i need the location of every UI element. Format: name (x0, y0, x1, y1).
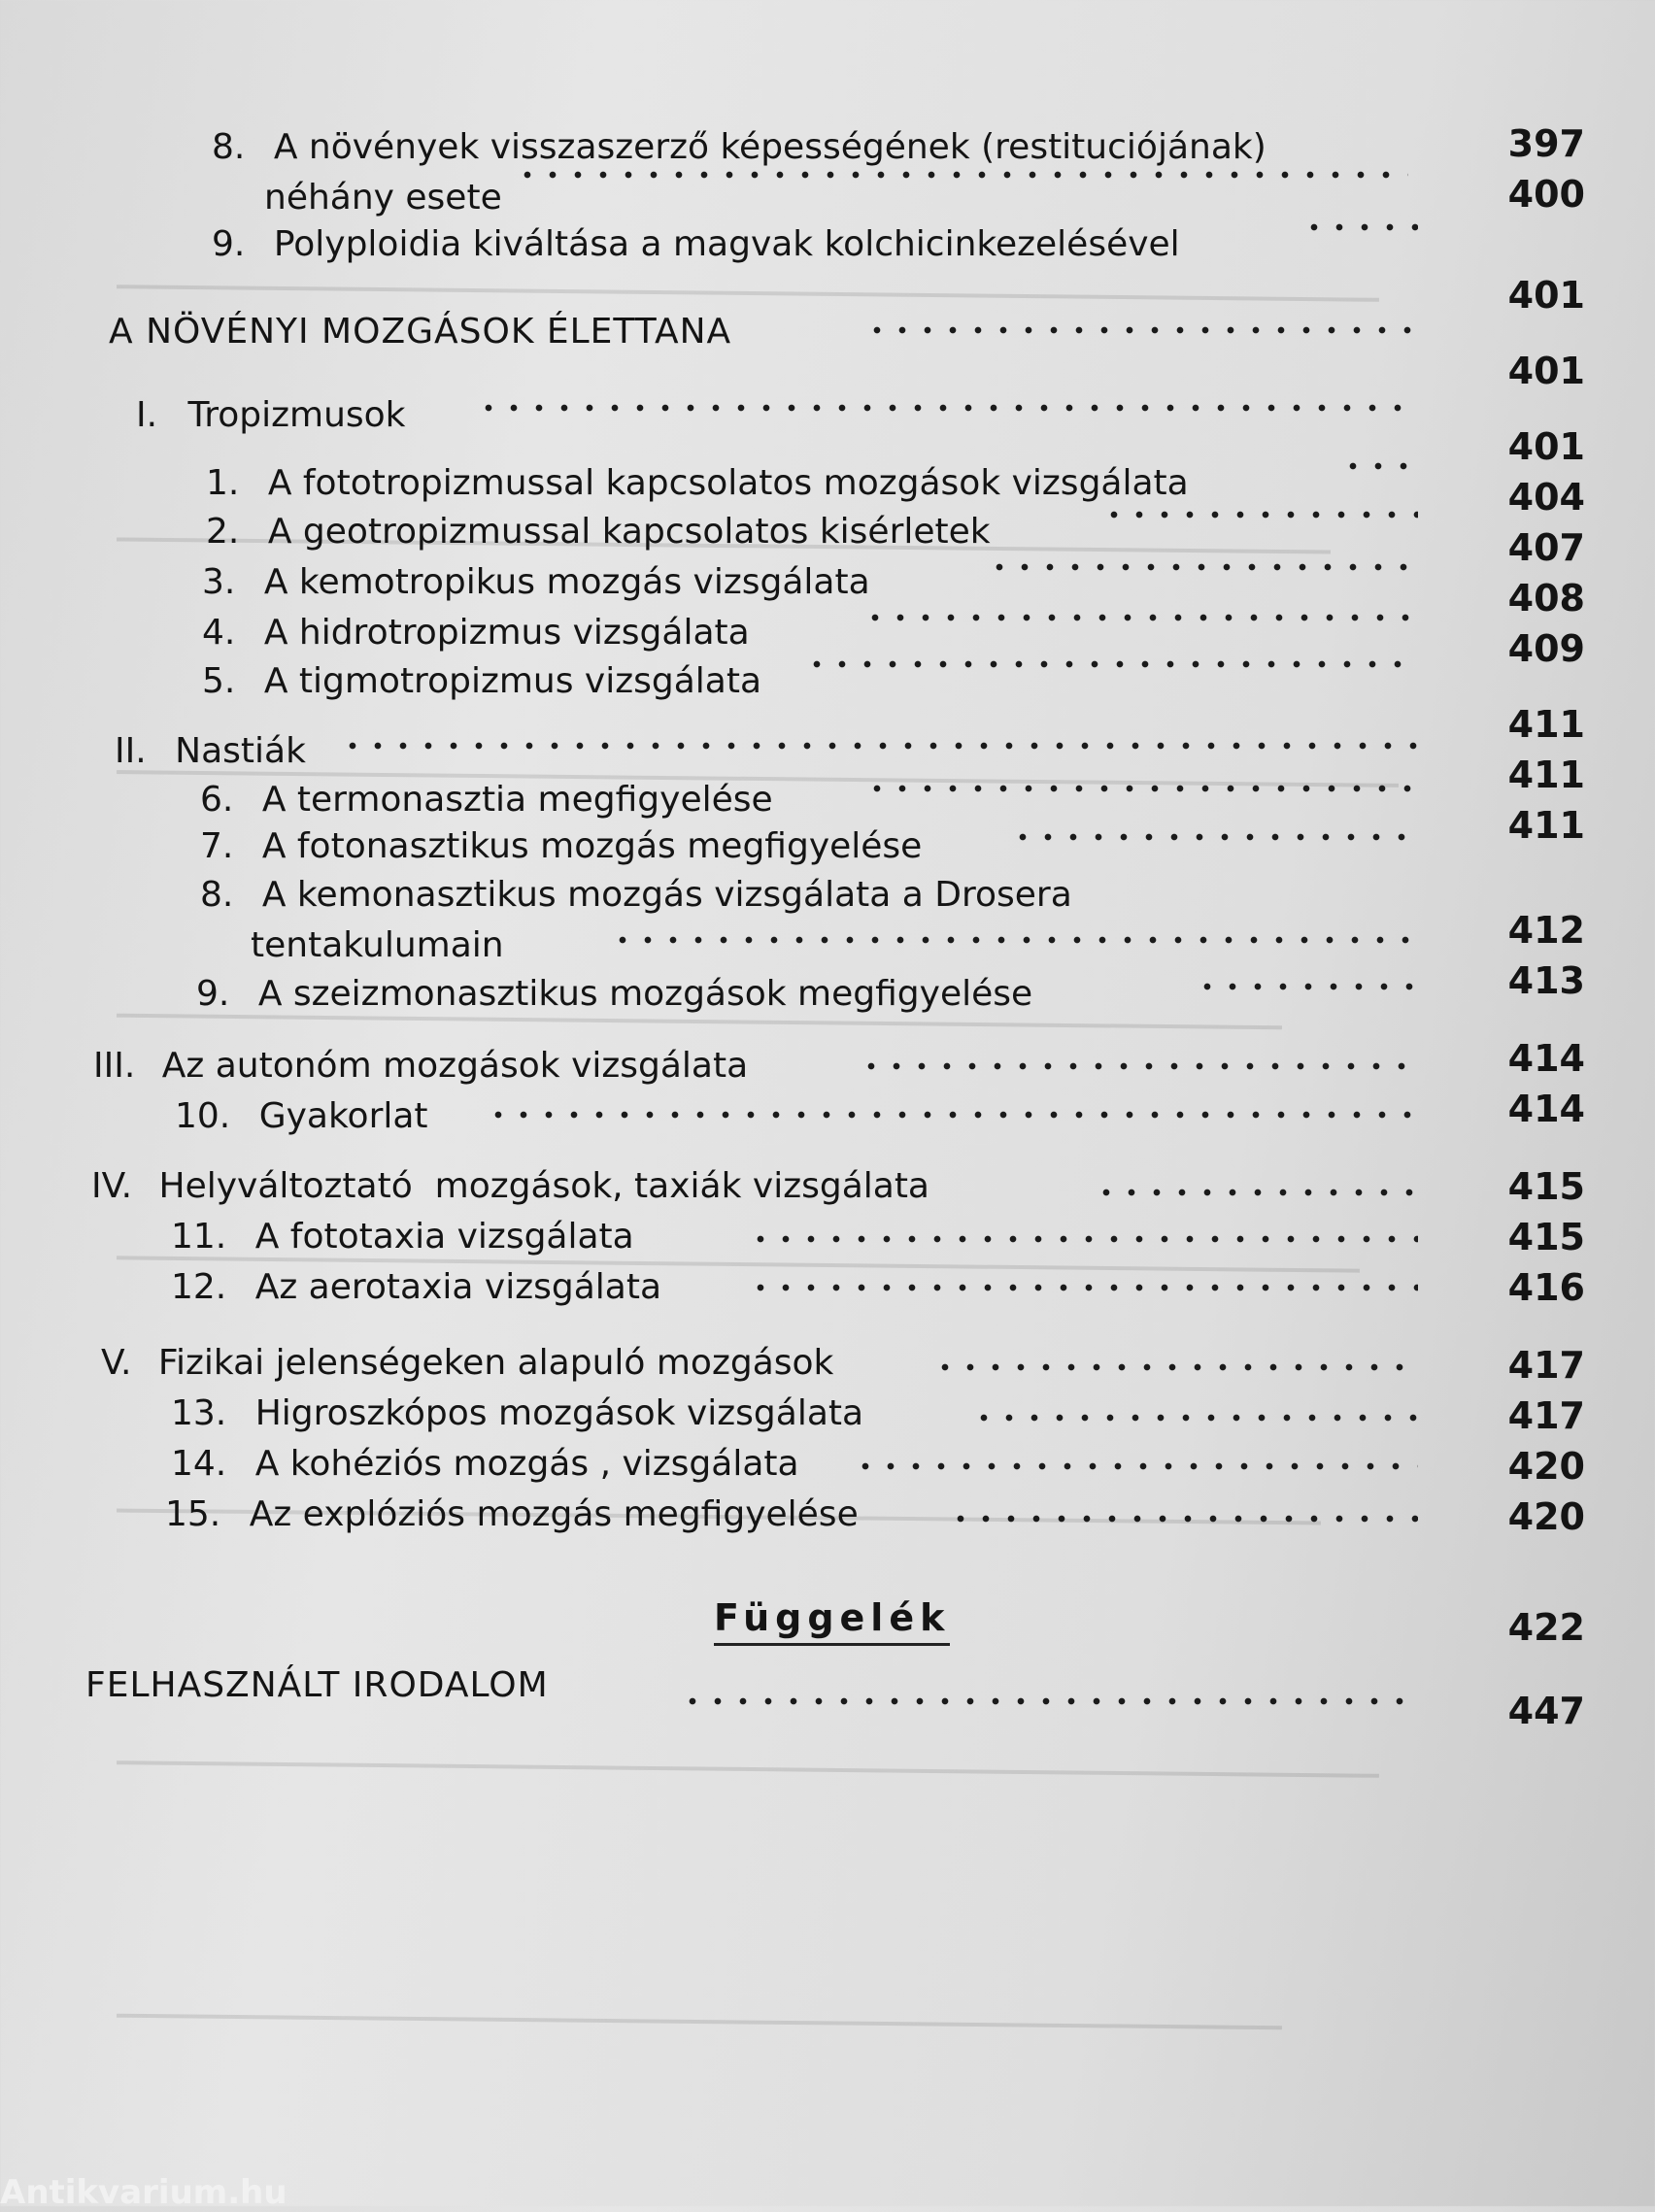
dot-leader (1101, 509, 1418, 520)
entry-page: 415 (1507, 1165, 1585, 1208)
entry-page: 415 (1507, 1216, 1585, 1258)
dot-leader (1094, 1187, 1418, 1198)
literature-heading: FELHASZNÁLT IRODALOM (85, 1665, 549, 1705)
toc-entry-12: 12. Az aerotaxia vizsgálata (171, 1267, 662, 1307)
section-title: Tropizmusok (187, 395, 406, 435)
chapter-heading: A NÖVÉNYI MOZGÁSOK ÉLETTANA (109, 312, 732, 352)
dot-leader (340, 740, 1418, 752)
entry-page: 420 (1507, 1445, 1585, 1488)
dot-leader (515, 169, 1408, 181)
entry-page: 447 (1507, 1690, 1585, 1732)
dot-leader (1340, 460, 1418, 472)
toc-entry-9b: 9. A szeizmonasztikus mozgások megfigyelése (196, 974, 1033, 1014)
entry-page: 409 (1507, 627, 1585, 670)
entry-page: 413 (1507, 959, 1585, 1002)
dot-leader (864, 783, 1418, 794)
toc-entry-8 (212, 124, 1267, 171)
entry-page: 422 (1507, 1606, 1585, 1649)
dot-leader (862, 612, 1418, 623)
dot-leader (1195, 981, 1418, 992)
toc-entry-6: 6. A termonasztia megfigyelése (200, 780, 773, 820)
entry-number: 9. (212, 224, 246, 264)
section-heading-v: V. Fizikai jelenségeken alapuló mozgások (101, 1343, 834, 1383)
entry-page: 411 (1507, 754, 1585, 796)
toc-entry-10: 10. Gyakorlat (175, 1096, 428, 1136)
section-heading-iv: IV. Helyváltoztató mozgások, taxiák vizsgálata (91, 1166, 929, 1206)
toc-entry-14: 14. A kohéziós mozgás , vizsgálata (171, 1444, 799, 1484)
toc-entry-8b-continued: tentakulumain (251, 925, 504, 965)
dot-leader (859, 1060, 1418, 1072)
dot-leader (853, 1460, 1418, 1472)
entry-page: 411 (1507, 804, 1585, 847)
entry-page: 401 (1507, 274, 1585, 317)
entry-page: 408 (1507, 577, 1585, 620)
toc-entry-2: 2. A geotropizmussal kapcsolatos kisérletek (206, 512, 991, 552)
entry-page: 414 (1507, 1037, 1585, 1080)
dot-leader (1301, 221, 1418, 233)
entry-page: 420 (1507, 1495, 1585, 1538)
entry-page: 416 (1507, 1266, 1585, 1309)
section-heading-ii: II. Nastiák (115, 731, 306, 771)
entry-title: A növények visszaszerző képességének (restituciójának) (273, 127, 1267, 167)
watermark-text: Antikvarium.hu (0, 2173, 287, 2212)
section-number: I. (136, 395, 158, 435)
toc-entry-8-continued (264, 175, 502, 221)
entry-page: 411 (1507, 703, 1585, 746)
dot-leader (864, 324, 1418, 336)
toc-entry-9 (212, 221, 1180, 268)
section-heading-iii: III. Az autonóm mozgások vizsgálata (93, 1046, 749, 1086)
dot-leader (476, 402, 1418, 414)
dot-leader (1010, 831, 1418, 843)
section-heading-i (136, 392, 406, 439)
dot-leader (987, 561, 1418, 573)
entry-page: 404 (1507, 476, 1585, 519)
dot-leader (932, 1361, 1418, 1373)
entry-page: 400 (1507, 173, 1585, 216)
entry-title-continued: néhány esete (264, 178, 502, 218)
entry-page: 412 (1507, 909, 1585, 952)
dot-leader (486, 1109, 1418, 1121)
toc-entry-3: 3. A kemotropikus mozgás vizsgálata (202, 562, 870, 602)
dot-leader (948, 1513, 1418, 1525)
toc-entry-5: 5. A tigmotropizmus vizsgálata (202, 661, 762, 701)
dot-leader (680, 1695, 1418, 1707)
entry-title: Polyploidia kiváltása a magvak kolchicinkezelésével (273, 224, 1180, 264)
toc-entry-15: 15. Az explóziós mozgás megfigyelése (165, 1494, 859, 1534)
toc-entry-7: 7. A fotonasztikus mozgás megfigyelése (200, 826, 923, 866)
dot-leader (610, 934, 1418, 946)
dot-leader (971, 1412, 1418, 1424)
dot-leader (804, 658, 1418, 670)
dot-leader (748, 1233, 1418, 1245)
entry-page: 407 (1507, 526, 1585, 569)
dot-leader (748, 1282, 1418, 1293)
toc-entry-13: 13. Higroszkópos mozgások vizsgálata (171, 1393, 864, 1433)
toc-entry-1: 1. A fototropizmussal kapcsolatos mozgások vizsgálata (206, 463, 1189, 503)
entry-page: 397 (1507, 122, 1585, 165)
appendix-heading: Függelék (714, 1592, 950, 1646)
toc-entry-8b: 8. A kemonasztikus mozgás vizsgálata a Drosera (200, 875, 1072, 915)
toc-entry-4: 4. A hidrotropizmus vizsgálata (202, 613, 750, 653)
entry-page: 417 (1507, 1394, 1585, 1437)
entry-page: 401 (1507, 425, 1585, 468)
entry-page: 401 (1507, 350, 1585, 392)
toc-entry-11: 11. A fototaxia vizsgálata (171, 1217, 634, 1257)
entry-page: 414 (1507, 1088, 1585, 1130)
entry-page: 417 (1507, 1344, 1585, 1387)
entry-number: 8. (212, 127, 246, 167)
